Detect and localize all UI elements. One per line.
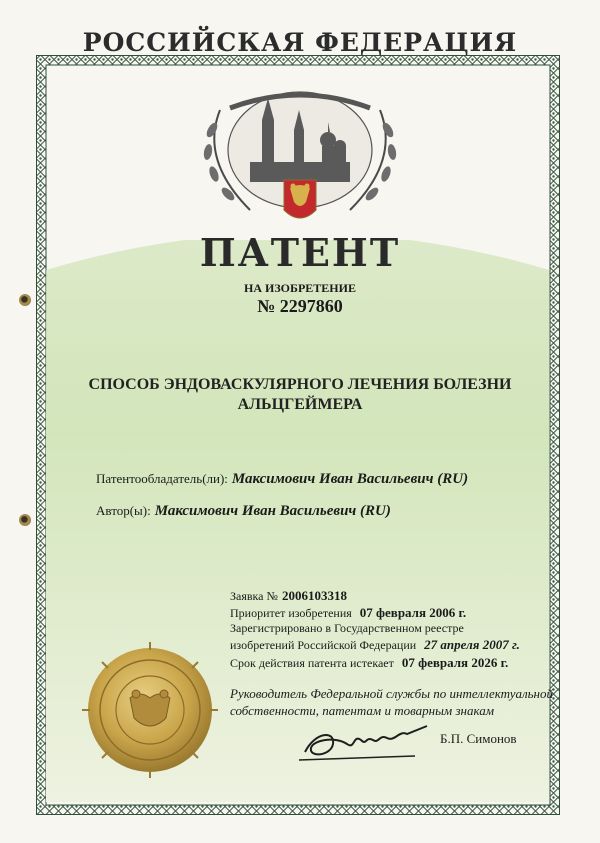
expiry-label: Срок действия патента истекает [230,656,394,670]
signatory-name: Б.П. Симонов [440,731,517,746]
double-headed-eagle-icon [284,180,316,218]
handwritten-signature-icon [295,722,435,767]
expiry-row [230,654,508,672]
priority-label: Приоритет изобретения [230,606,352,620]
application-label: Заявка № [230,589,278,603]
expiry-date: 07 февраля 2026 г. [401,655,509,670]
author-label: Автор(ы): [96,503,151,518]
gold-seal-icon [82,642,218,778]
priority-date: 07 февраля 2006 г. [359,605,467,620]
holder-label: Патентообладатель(ли): [96,471,228,486]
author-row [96,502,391,520]
application-row [230,587,347,605]
signatory-title-line2: собственности, патентам и товарным знакам [230,703,495,718]
registered-line2: изобретений Российской Федерации [230,638,417,652]
document-type: ПАТЕНТ [199,230,401,275]
punch-hole-bottom [19,514,31,526]
priority-row [230,604,466,622]
invention-title-line1: СПОСОБ ЭНДОВАСКУЛЯРНОГО ЛЕЧЕНИЯ БОЛЕЗНИ [88,376,512,393]
registered-row [230,636,520,654]
author-value: Максимович Иван Васильевич (RU) [154,503,391,519]
invention-title-line2: АЛЬЦГЕЙМЕРА [237,396,363,413]
patent-number: № 2297860 [257,296,343,316]
kremlin-wreath-emblem-icon [190,70,410,235]
holder-row [96,470,468,488]
signatory-title-line1: Руководитель Федеральной службы по интеллектуальной [230,686,554,701]
country-title: РОССИЙСКАЯ ФЕДЕРАЦИЯ [82,28,518,57]
registered-date: 27 апреля 2007 г. [424,637,520,652]
registered-line1: Зарегистрировано в Государственном реестре [230,621,464,635]
holder-value: Максимович Иван Васильевич (RU) [231,471,469,487]
application-number: 2006103318 [281,588,347,603]
document-subtitle: НА ИЗОБРЕТЕНИЕ [244,281,356,295]
